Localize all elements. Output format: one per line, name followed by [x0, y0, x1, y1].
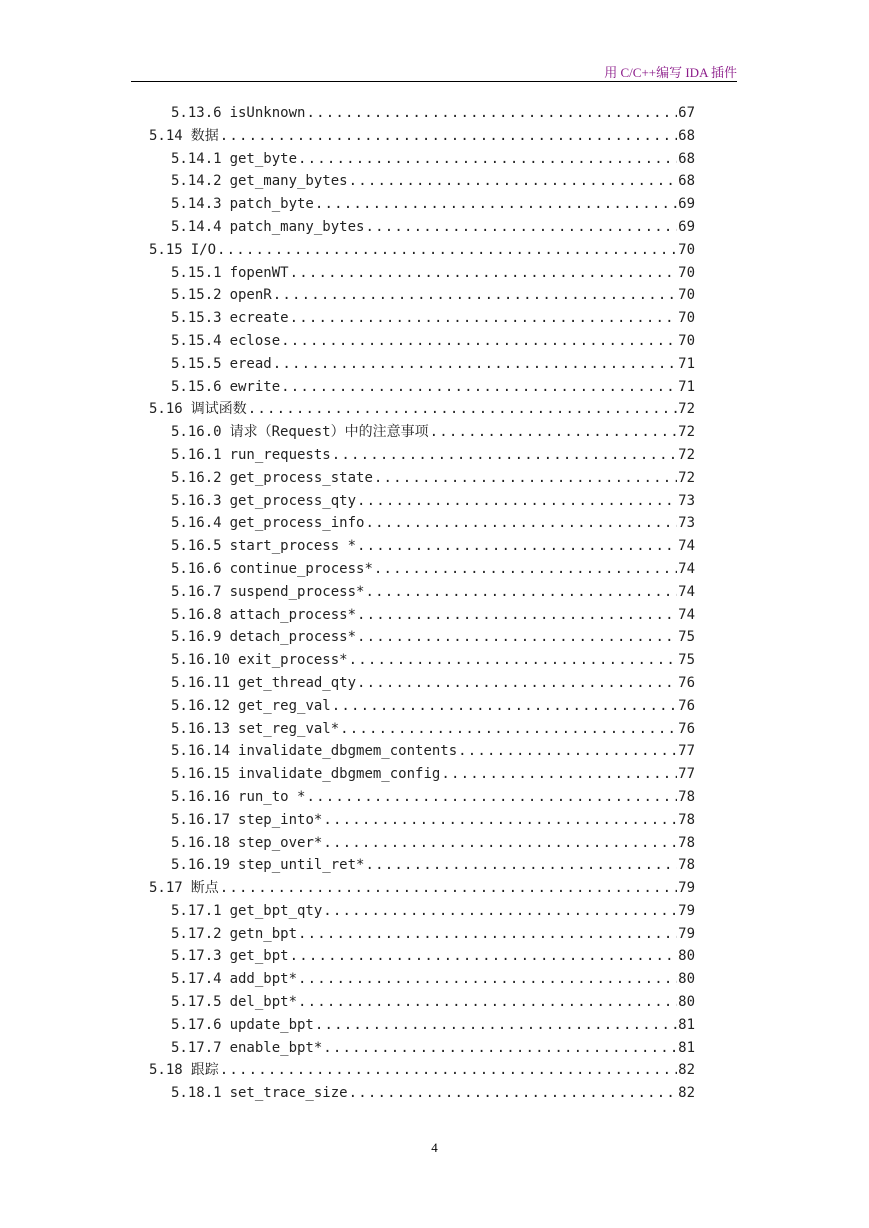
- toc-entry-title: 断点: [190, 880, 219, 897]
- toc-dot-leader: [430, 421, 678, 444]
- toc-dot-leader: [458, 740, 677, 763]
- toc-entry-title: get_many_bytes: [229, 173, 348, 190]
- toc-entry-title: exit_process*: [238, 652, 348, 669]
- toc-entry[interactable]: [0, 535, 869, 558]
- toc-entry[interactable]: [0, 718, 869, 741]
- toc-dot-leader: [220, 125, 677, 148]
- toc-entry[interactable]: [0, 1037, 869, 1060]
- toc-entry-number: 5.16.2: [171, 469, 222, 486]
- toc-entry-page: 69: [678, 196, 695, 213]
- toc-entry[interactable]: [0, 945, 869, 968]
- toc-entry-number: 5.16.9: [171, 629, 222, 646]
- toc-dot-leader: [306, 786, 677, 809]
- toc-entry[interactable]: [0, 148, 869, 171]
- toc-entry-number: 5.14.3: [171, 196, 222, 213]
- toc-entry[interactable]: [0, 649, 869, 672]
- toc-entry-number: 5.16.3: [171, 492, 222, 509]
- toc-entry-title: getn_bpt: [229, 925, 298, 942]
- toc-entry[interactable]: [0, 239, 869, 262]
- toc-entry-number: 5.17.5: [171, 994, 222, 1011]
- toc-entry-title: get_byte: [229, 150, 298, 167]
- toc-entry[interactable]: [0, 330, 869, 353]
- toc-entry[interactable]: [0, 444, 869, 467]
- toc-dot-leader: [298, 148, 677, 171]
- toc-entry-page: 77: [678, 743, 695, 760]
- toc-entry-number: 5.15.3: [171, 310, 222, 327]
- toc-entry[interactable]: [0, 216, 869, 239]
- toc-dot-leader: [332, 444, 677, 467]
- toc-entry-title: openR: [229, 287, 272, 304]
- toc-entry-title: step_into*: [238, 811, 323, 828]
- toc-entry-title: enable_bpt*: [229, 1039, 323, 1056]
- toc-entry-title: get_bpt: [229, 948, 289, 965]
- toc-entry[interactable]: [0, 125, 869, 148]
- toc-entry[interactable]: [0, 467, 869, 490]
- toc-entry-title: patch_many_bytes: [229, 218, 365, 235]
- toc-entry-number: 5.16.16: [171, 788, 231, 805]
- toc-entry-title: add_bpt*: [229, 971, 298, 988]
- toc-dot-leader: [298, 968, 677, 991]
- toc-dot-leader: [220, 877, 677, 900]
- toc-entry-title: 请求（Request）中的注意事项: [229, 424, 429, 441]
- toc-entry-title: run_to *: [238, 788, 306, 805]
- toc-dot-leader: [357, 604, 677, 627]
- table-of-contents: [0, 102, 869, 1105]
- toc-entry-title: ecreate: [229, 310, 289, 327]
- toc-entry-number: 5.15.4: [171, 332, 222, 349]
- toc-entry-page: 70: [678, 264, 695, 281]
- toc-entry[interactable]: [0, 558, 869, 581]
- toc-dot-leader: [441, 763, 677, 786]
- toc-entry-page: 78: [678, 857, 695, 874]
- toc-entry-title: invalidate_dbgmem_contents: [238, 743, 458, 760]
- toc-entry[interactable]: [0, 284, 869, 307]
- toc-dot-leader: [374, 558, 677, 581]
- toc-entry[interactable]: [0, 604, 869, 627]
- toc-entry-page: 76: [678, 674, 695, 691]
- toc-entry[interactable]: [0, 854, 869, 877]
- toc-entry-number: 5.17.3: [171, 948, 222, 965]
- toc-dot-leader: [315, 193, 677, 216]
- toc-entry[interactable]: [0, 193, 869, 216]
- toc-entry-number: 5.17.2: [171, 925, 222, 942]
- toc-entry-page: 78: [678, 788, 695, 805]
- toc-entry-number: 5.17.4: [171, 971, 222, 988]
- toc-entry[interactable]: [0, 695, 869, 718]
- toc-entry-page: 81: [678, 1039, 695, 1056]
- toc-entry-title: attach_process*: [229, 606, 357, 623]
- toc-entry[interactable]: [0, 512, 869, 535]
- toc-entry-page: 77: [678, 766, 695, 783]
- toc-entry-page: 79: [678, 880, 695, 897]
- toc-entry-page: 79: [678, 925, 695, 942]
- toc-entry-page: 68: [678, 173, 695, 190]
- toc-entry-title: set_reg_val*: [238, 720, 340, 737]
- toc-entry-page: 80: [678, 994, 695, 1011]
- toc-entry-page: 71: [678, 378, 695, 395]
- toc-entry-page: 74: [678, 606, 695, 623]
- toc-dot-leader: [298, 991, 677, 1014]
- toc-dot-leader: [332, 695, 677, 718]
- toc-dot-leader: [290, 945, 678, 968]
- toc-entry[interactable]: [0, 170, 869, 193]
- toc-entry-number: 5.16.13: [171, 720, 231, 737]
- toc-entry-title: continue_process*: [229, 560, 373, 577]
- toc-dot-leader: [357, 626, 677, 649]
- toc-entry-title: get_reg_val: [238, 697, 331, 714]
- toc-dot-leader: [323, 1037, 677, 1060]
- toc-entry-page: 72: [678, 401, 695, 418]
- toc-entry-number: 5.14: [149, 127, 183, 144]
- toc-entry-title: patch_byte: [229, 196, 314, 213]
- toc-entry-title: get_bpt_qty: [229, 902, 323, 919]
- toc-entry[interactable]: [0, 102, 869, 125]
- toc-dot-leader: [298, 923, 677, 946]
- toc-dot-leader: [323, 900, 677, 923]
- toc-entry[interactable]: [0, 353, 869, 376]
- toc-entry[interactable]: [0, 672, 869, 695]
- toc-entry-title: step_over*: [238, 834, 323, 851]
- toc-entry[interactable]: [0, 421, 869, 444]
- toc-entry-page: 67: [678, 105, 695, 121]
- toc-dot-leader: [217, 239, 677, 262]
- toc-entry[interactable]: [0, 1082, 869, 1105]
- toc-entry-number: 5.17.1: [171, 902, 222, 919]
- toc-dot-leader: [357, 535, 677, 558]
- toc-entry-page: 70: [678, 310, 695, 327]
- toc-entry-title: 调试函数: [190, 401, 247, 418]
- toc-entry-number: 5.16.7: [171, 583, 222, 600]
- toc-entry-number: 5.14.2: [171, 173, 222, 190]
- toc-entry[interactable]: [0, 376, 869, 399]
- toc-entry-number: 5.16.12: [171, 697, 231, 714]
- page-number: 4: [431, 1140, 438, 1155]
- toc-entry-title: detach_process*: [229, 629, 357, 646]
- toc-entry-number: 5.16.14: [171, 743, 231, 760]
- toc-entry-page: 82: [678, 1085, 695, 1102]
- toc-entry-title: eclose: [229, 332, 281, 349]
- toc-entry-title: update_bpt: [229, 1016, 314, 1033]
- toc-entry-page: 76: [678, 697, 695, 714]
- toc-entry[interactable]: [0, 1059, 869, 1082]
- toc-entry[interactable]: [0, 786, 869, 809]
- toc-entry-number: 5.16.0: [171, 424, 222, 441]
- toc-entry[interactable]: [0, 923, 869, 946]
- toc-entry-number: 5.14.1: [171, 150, 222, 167]
- toc-entry-page: 75: [678, 629, 695, 646]
- toc-dot-leader: [365, 512, 677, 535]
- toc-entry-page: 72: [678, 469, 695, 486]
- toc-entry-page: 79: [678, 902, 695, 919]
- running-header-title: 用 C/C++编写 IDA 插件: [604, 65, 737, 80]
- toc-entry-page: 72: [678, 446, 695, 463]
- toc-dot-leader: [281, 376, 677, 399]
- toc-dot-leader: [323, 809, 677, 832]
- toc-entry-page: 80: [678, 971, 695, 988]
- toc-entry-number: 5.18: [149, 1062, 183, 1079]
- toc-entry-page: 73: [678, 515, 695, 532]
- toc-entry-number: 5.16.4: [171, 515, 222, 532]
- toc-entry-title: eread: [229, 355, 272, 372]
- toc-dot-leader: [340, 718, 677, 741]
- toc-entry-title: fopenWT: [229, 264, 289, 281]
- toc-entry-page: 68: [678, 127, 695, 144]
- toc-entry-page: 78: [678, 811, 695, 828]
- toc-dot-leader: [273, 284, 677, 307]
- toc-dot-leader: [281, 330, 677, 353]
- toc-entry-page: 78: [678, 834, 695, 851]
- toc-dot-leader: [357, 672, 677, 695]
- toc-entry[interactable]: [0, 398, 869, 421]
- toc-dot-leader: [365, 216, 677, 239]
- toc-entry-title: I/O: [190, 241, 217, 258]
- toc-dot-leader: [290, 262, 678, 285]
- toc-entry-page: 73: [678, 492, 695, 509]
- toc-entry-number: 5.16.18: [171, 834, 231, 851]
- toc-entry-title: step_until_ret*: [238, 857, 365, 874]
- toc-dot-leader: [248, 398, 677, 421]
- toc-entry-number: 5.18.1: [171, 1085, 222, 1102]
- toc-entry-title: 跟踪: [190, 1062, 219, 1079]
- toc-dot-leader: [349, 170, 678, 193]
- toc-dot-leader: [290, 307, 678, 330]
- toc-entry-title: get_process_state: [229, 469, 373, 486]
- toc-entry-number: 5.15.5: [171, 355, 222, 372]
- toc-entry-number: 5.16.6: [171, 560, 222, 577]
- toc-entry-page: 68: [678, 150, 695, 167]
- toc-entry[interactable]: [0, 581, 869, 604]
- toc-entry-page: 74: [678, 560, 695, 577]
- toc-entry-page: 71: [678, 355, 695, 372]
- toc-entry-number: 5.17: [149, 880, 183, 897]
- toc-entry-title: 数据: [190, 127, 219, 144]
- toc-entry[interactable]: [0, 740, 869, 763]
- toc-dot-leader: [220, 1059, 677, 1082]
- toc-entry-title: isUnknown: [229, 105, 306, 121]
- toc-entry[interactable]: [0, 490, 869, 513]
- toc-entry-number: 5.15.6: [171, 378, 222, 395]
- toc-entry-number: 5.16.19: [171, 857, 231, 874]
- toc-entry-title: start_process *: [229, 538, 357, 555]
- toc-entry-title: ewrite: [229, 378, 281, 395]
- toc-dot-leader: [315, 1014, 677, 1037]
- toc-entry-number: 5.15.2: [171, 287, 222, 304]
- toc-entry-page: 81: [678, 1016, 695, 1033]
- toc-dot-leader: [349, 1082, 678, 1105]
- toc-entry-title: get_process_qty: [229, 492, 357, 509]
- toc-entry[interactable]: [0, 900, 869, 923]
- toc-entry-page: 72: [678, 424, 695, 441]
- toc-dot-leader: [357, 490, 677, 513]
- toc-entry[interactable]: [0, 307, 869, 330]
- toc-dot-leader: [365, 854, 677, 877]
- toc-entry-page: 70: [678, 332, 695, 349]
- toc-dot-leader: [306, 102, 677, 125]
- toc-entry-number: 5.16.5: [171, 538, 222, 555]
- toc-entry-page: 70: [678, 241, 695, 258]
- toc-entry-title: set_trace_size: [229, 1085, 348, 1102]
- toc-entry-page: 70: [678, 287, 695, 304]
- toc-dot-leader: [374, 467, 677, 490]
- toc-entry-number: 5.15.1: [171, 264, 222, 281]
- toc-entry-number: 5.16.11: [171, 674, 231, 691]
- toc-dot-leader: [273, 353, 677, 376]
- toc-entry[interactable]: [0, 968, 869, 991]
- toc-dot-leader: [349, 649, 678, 672]
- toc-entry[interactable]: [0, 809, 869, 832]
- toc-entry[interactable]: [0, 262, 869, 285]
- toc-entry[interactable]: [0, 877, 869, 900]
- toc-entry[interactable]: [0, 832, 869, 855]
- toc-entry[interactable]: [0, 626, 869, 649]
- toc-entry-page: 75: [678, 652, 695, 669]
- toc-entry-number: 5.16: [149, 401, 183, 418]
- toc-entry-page: 82: [678, 1062, 695, 1079]
- toc-entry-title: get_thread_qty: [238, 674, 357, 691]
- toc-entry-page: 74: [678, 583, 695, 600]
- toc-entry-number: 5.16.17: [171, 811, 231, 828]
- toc-dot-leader: [323, 832, 677, 855]
- toc-entry[interactable]: [0, 1014, 869, 1037]
- toc-entry-page: 80: [678, 948, 695, 965]
- toc-entry-number: 5.15: [149, 241, 183, 258]
- toc-entry-page: 74: [678, 538, 695, 555]
- toc-entry[interactable]: [0, 763, 869, 786]
- toc-entry-title: invalidate_dbgmem_config: [238, 766, 441, 783]
- toc-entry-number: 5.17.7: [171, 1039, 222, 1056]
- toc-entry-title: run_requests: [229, 446, 331, 463]
- toc-entry-number: 5.14.4: [171, 218, 222, 235]
- toc-dot-leader: [365, 581, 677, 604]
- toc-entry-number: 5.16.8: [171, 606, 222, 623]
- toc-entry-number: 5.17.6: [171, 1016, 222, 1033]
- toc-entry-title: del_bpt*: [229, 994, 298, 1011]
- toc-entry-number: 5.16.1: [171, 446, 222, 463]
- toc-entry-number: 5.16.15: [171, 766, 231, 783]
- toc-entry-title: get_process_info: [229, 515, 365, 532]
- toc-entry-page: 69: [678, 218, 695, 235]
- toc-entry[interactable]: [0, 991, 869, 1014]
- toc-entry-page: 76: [678, 720, 695, 737]
- toc-entry-title: suspend_process*: [229, 583, 365, 600]
- toc-entry-number: 5.13.6: [171, 105, 222, 121]
- toc-entry-number: 5.16.10: [171, 652, 231, 669]
- header-rule: [131, 81, 737, 82]
